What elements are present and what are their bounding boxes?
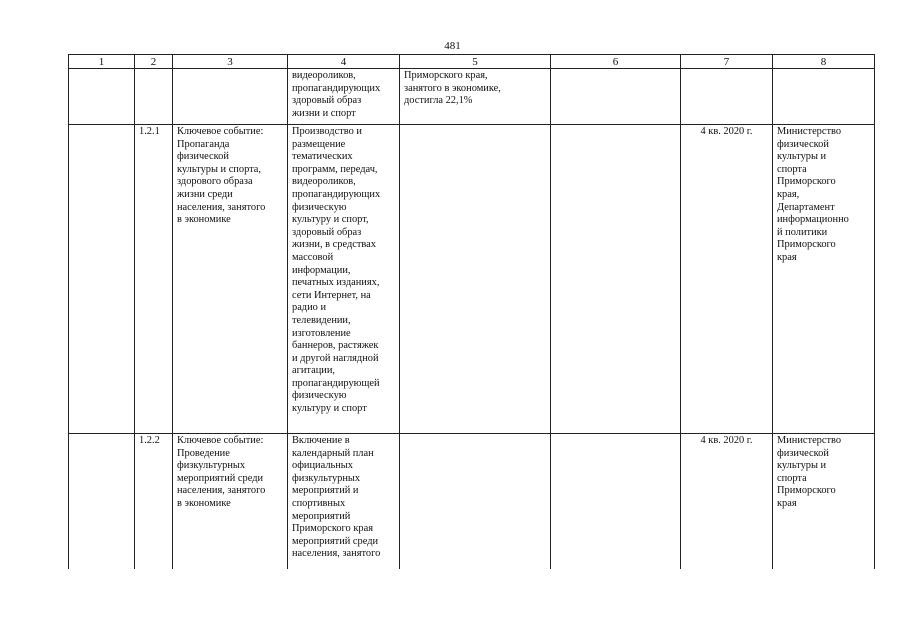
result-description: Приморского края, занятого в экономике, достигла 22,1%: [400, 69, 551, 125]
table-cell: [551, 434, 681, 570]
deadline: [681, 69, 773, 125]
column-header: 8: [773, 55, 875, 69]
column-header: 2: [135, 55, 173, 69]
table-row: [69, 69, 875, 125]
table-row: [69, 125, 875, 434]
table-cell: [69, 434, 135, 570]
item-number: 1.2.2: [135, 434, 173, 570]
table-row: [69, 434, 875, 570]
responsible: Министерство физической культуры и спорта Приморского края, Департамент информационно й политики Приморского края: [773, 125, 875, 434]
responsible: [773, 69, 875, 125]
header-row: [69, 55, 875, 69]
table-cell: [69, 125, 135, 434]
table-cell: [69, 69, 135, 125]
event-title: Ключевое событие: Пропаганда физической культуры и спорта, здорового образа жизни среди населения, занятого в экономике: [173, 125, 288, 434]
page-number: 481: [444, 40, 461, 52]
responsible: Министерство физической культуры и спорта Приморского края: [773, 434, 875, 570]
result-description: [400, 125, 551, 434]
activity-description: Включение в календарный план официальных физкультурных мероприятий и спортивных мероприятий Приморского края мероприятий среди населения, занятого: [288, 434, 400, 570]
table-cell: [551, 125, 681, 434]
event-title: Ключевое событие: Проведение физкультурных мероприятий среди населения, занятого в экономике: [173, 434, 288, 570]
item-number: 1.2.1: [135, 125, 173, 434]
item-number: [135, 69, 173, 125]
deadline: 4 кв. 2020 г.: [681, 434, 773, 570]
table-cell: [551, 69, 681, 125]
column-header: 6: [551, 55, 681, 69]
plan-table: [68, 54, 875, 569]
activity-description: видеороликов, пропагандирующих здоровый образ жизни и спорт: [288, 69, 400, 125]
event-title: [173, 69, 288, 125]
activity-description: Производство и размещение тематических программ, передач, видеороликов, пропагандирующих физическую культуру и спорт, здоровый образ жизни, в средствах массовой информации, печатных изданиях, сети Интернет, на радио и телевидении, изготовление баннеров, растяжек и другой наглядной агитации, пропагандирующей физическую культуру и спорт: [288, 125, 400, 434]
result-description: [400, 434, 551, 570]
column-header: 7: [681, 55, 773, 69]
column-header: 1: [69, 55, 135, 69]
column-header: 4: [288, 55, 400, 69]
deadline: 4 кв. 2020 г.: [681, 125, 773, 434]
column-header: 5: [400, 55, 551, 69]
column-header: 3: [173, 55, 288, 69]
